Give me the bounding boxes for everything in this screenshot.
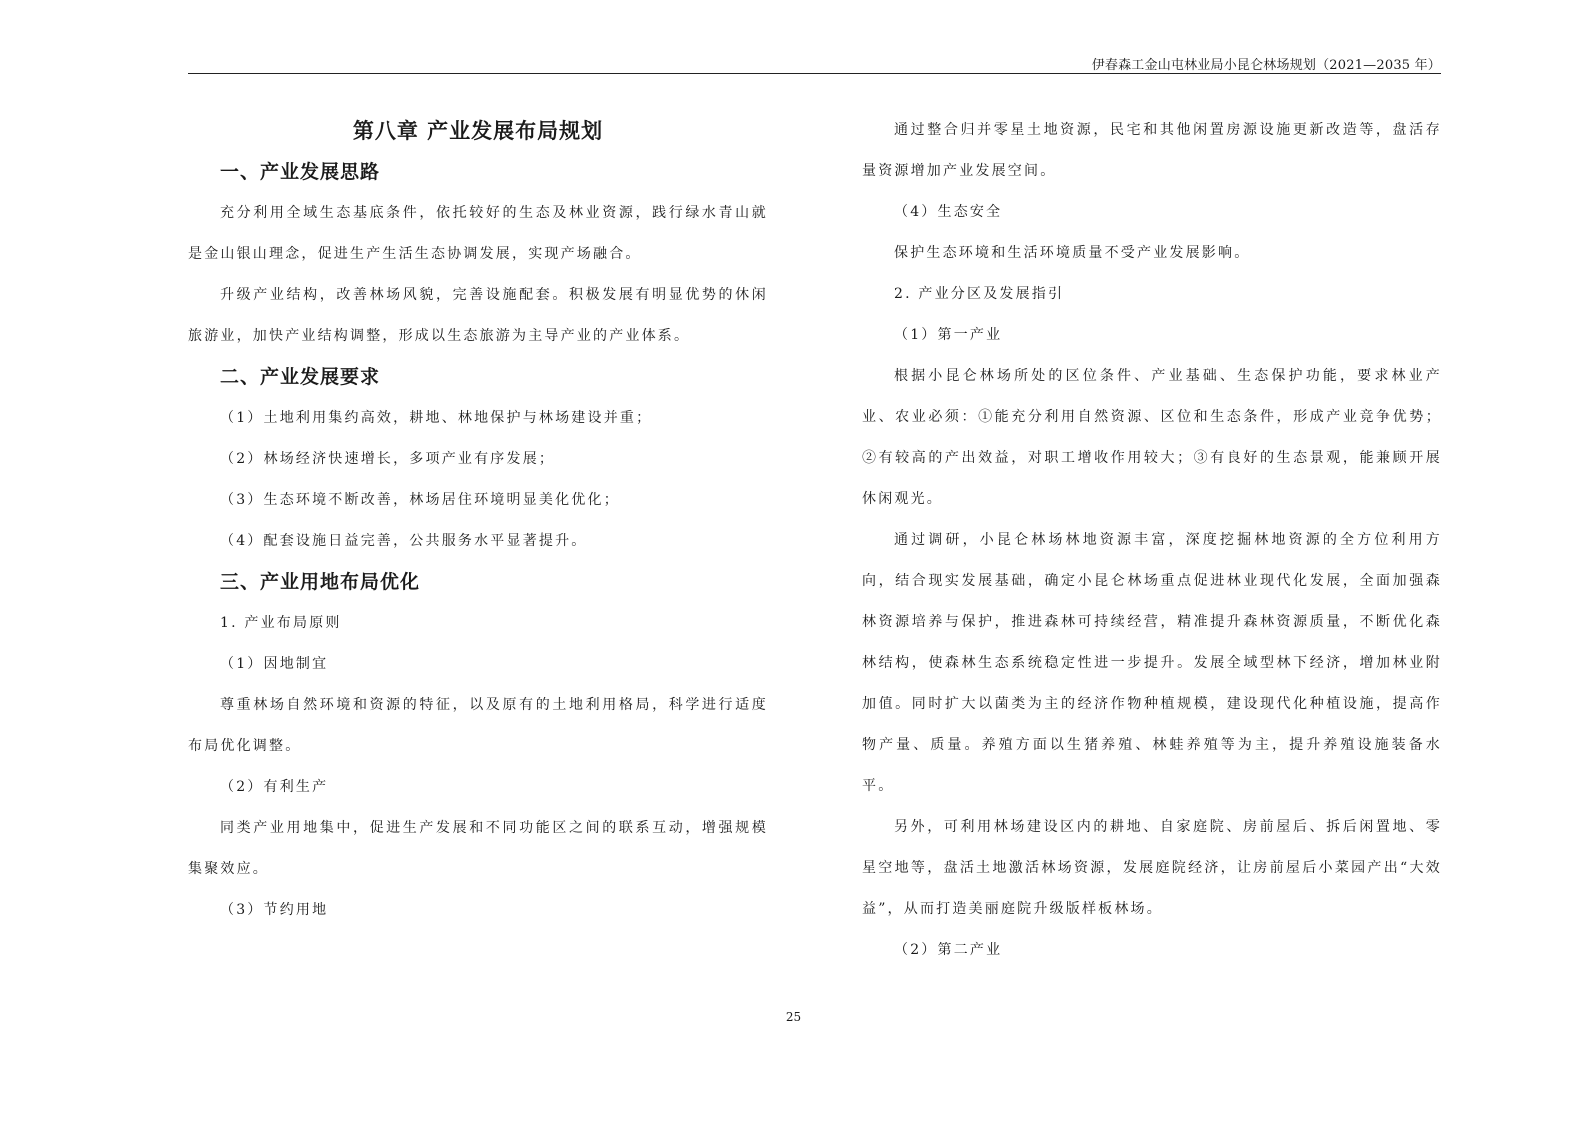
section-heading-3: 三、产业用地布局优化 — [220, 571, 421, 593]
right-column — [862, 110, 1442, 971]
left-column — [188, 110, 768, 931]
page-number: 25 — [785, 1010, 802, 1024]
paragraph: 另外，可利用林场建设区内的耕地、自家庭院、房前屋后、拆后闲置地、零星空地等，盘活土地激活林场资源，发展庭院经济，让房前屋后小菜园产出“大效益”，从而打造美丽庭院升级版样板林场。 — [862, 819, 1442, 917]
subsection-heading: 1. 产业布局原则 — [220, 615, 342, 631]
paragraph: 同类产业用地集中，促进生产发展和不同功能区之间的联系互动，增强规模集聚效应。 — [188, 820, 768, 877]
paragraph: 根据小昆仑林场所处的区位条件、产业基础、生态保护功能，要求林业产业、农业必须：①能充分利用自然资源、区位和生态条件，形成产业竞争优势；②有较高的产出效益，对职工增收作用较大；③有良好的生态景观，能兼顾开展休闲观光。 — [862, 368, 1442, 507]
list-item: （3）节约用地 — [220, 902, 329, 918]
list-item: （4）配套设施日益完善，公共服务水平显著提升。 — [220, 533, 588, 549]
paragraph: 通过整合归并零星土地资源，民宅和其他闲置房源设施更新改造等，盘活存量资源增加产业发展空间。 — [862, 122, 1442, 179]
subsection-heading: 2. 产业分区及发展指引 — [894, 286, 1065, 302]
paragraph: 升级产业结构，改善林场风貌，完善设施配套。积极发展有明显优势的休闲旅游业，加快产业结构调整，形成以生态旅游为主导产业的产业体系。 — [188, 287, 768, 344]
running-header: 伊春森工金山屯林业局小昆仑林场规划（2021—2035 年） — [1091, 58, 1441, 73]
paragraph: 保护生态环境和生活环境质量不受产业发展影响。 — [894, 245, 1251, 261]
list-item: （1）土地利用集约高效，耕地、林地保护与林场建设并重； — [220, 410, 653, 426]
paragraph: 尊重林场自然环境和资源的特征，以及原有的土地利用格局，科学进行适度布局优化调整。 — [188, 697, 768, 754]
paragraph: 充分利用全域生态基底条件，依托较好的生态及林业资源，践行绿水青山就是金山银山理念，促进生产生活生态协调发展，实现产场融合。 — [188, 205, 768, 262]
section-heading-1: 一、产业发展思路 — [220, 161, 381, 183]
list-item: （2）第二产业 — [894, 942, 1003, 958]
section-heading-2: 二、产业发展要求 — [220, 366, 381, 388]
header-rule — [188, 73, 1441, 74]
paragraph: 通过调研，小昆仑林场林地资源丰富，深度挖掘林地资源的全方位利用方向，结合现实发展基础，确定小昆仑林场重点促进林业现代化发展，全面加强森林资源培养与保护，推进森林可持续经营，精准提升森林资源质量，不断优化森林结构，使森林生态系统稳定性进一步提升。发展全域型林下经济，增加林业附加值。同时扩大以菌类为主的经济作物种植规模，建设现代化种植设施，提高作物产量、质量。养殖方面以生猪养殖、林蛙养殖等为主，提升养殖设施装备水平。 — [862, 532, 1442, 794]
list-item: （3）生态环境不断改善，林场居住环境明显美化优化； — [220, 492, 620, 508]
list-item: （2）有利生产 — [220, 779, 329, 795]
list-item: （1）第一产业 — [894, 327, 1003, 343]
list-item: （4）生态安全 — [894, 204, 1003, 220]
chapter-title: 第八章 产业发展布局规划 — [352, 119, 604, 143]
list-item: （2）林场经济快速增长，多项产业有序发展； — [220, 451, 556, 467]
list-item: （1）因地制宜 — [220, 656, 329, 672]
